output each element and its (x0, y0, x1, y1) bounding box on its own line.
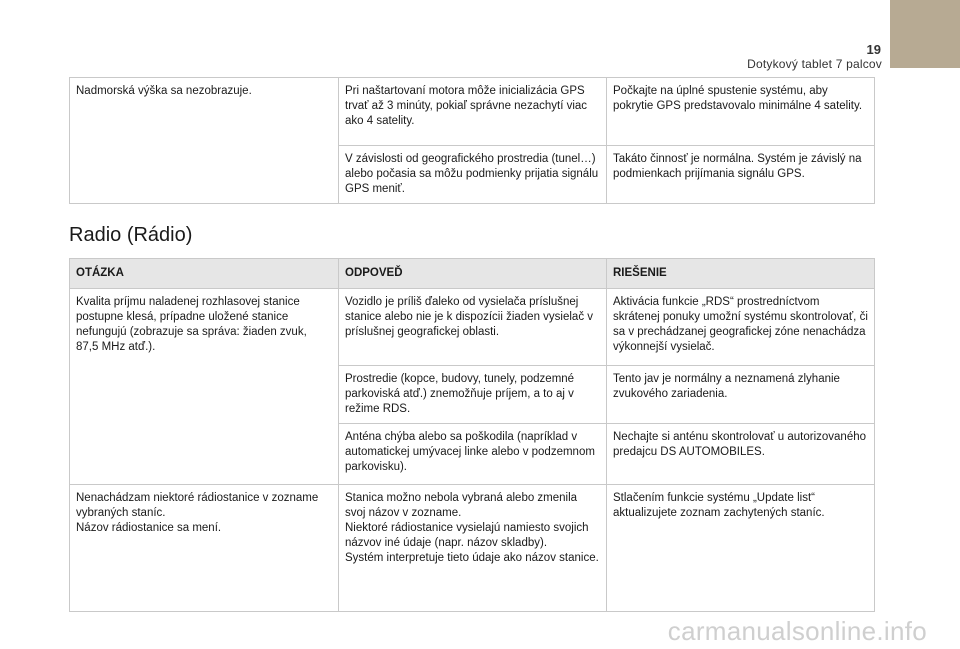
answer-cell: Pri naštartovaní motora môže inicializácia GPS trvať až 3 minúty, pokiaľ správne nezachytí viac ako 4 satelity. (339, 78, 607, 146)
corner-tab (890, 0, 960, 68)
table-row (70, 485, 875, 612)
column-header-solution: RIEŠENIE (607, 259, 875, 289)
answer-cell: V závislosti od geografického prostredia (tunel…) alebo počasia sa môžu podmienky prijatia signálu GPS meniť. (339, 146, 607, 204)
answer-cell: Prostredie (kopce, budovy, tunely, podzemné parkoviská atď.) znemožňuje príjem, a to aj v režime RDS. (339, 366, 607, 424)
table-header-row (70, 259, 875, 289)
question-cell: Kvalita príjmu naladenej rozhlasovej stanice postupne klesá, prípadne uložené stanice nefungujú (zobrazuje sa správa: žiaden zvuk, 87,5 MHz atď.). (70, 289, 339, 485)
solution-cell: Stlačením funkcie systému „Update list“ aktualizujete zoznam zachytených staníc. (607, 485, 875, 612)
answer-cell: Vozidlo je príliš ďaleko od vysielača príslušnej stanice alebo nie je k dispozícii žiaden vysielač v príslušnej geografickej oblasti. (339, 289, 607, 366)
column-header-question: OTÁZKA (70, 259, 339, 289)
radio-troubleshooting-table (69, 258, 875, 612)
solution-cell: Takáto činnosť je normálna. Systém je závislý na podmienkach prijímania signálu GPS. (607, 146, 875, 204)
table-row (70, 289, 875, 366)
section-title: Radio (Rádio) (69, 224, 193, 246)
question-cell: Nadmorská výška sa nezobrazuje. (70, 78, 339, 204)
footer-watermark: carmanualsonline.info (667, 616, 927, 646)
column-header-answer: ODPOVEĎ (339, 259, 607, 289)
answer-cell: Stanica možno nebola vybraná alebo zmenila svoj názov v zozname. Niektoré rádiostanice vysielajú namiesto svojich názvov iné údaje (napr. názov skladby). Systém interpretuje tieto údaje ako názov stanice. (339, 485, 607, 612)
page-number: 19 (866, 42, 881, 57)
solution-cell: Tento jav je normálny a neznamená zlyhanie zvukového zariadenia. (607, 366, 875, 424)
solution-cell: Aktivácia funkcie „RDS“ prostredníctvom skrátenej ponuky umožní systému skontrolovať, či sa v prechádzanej geografickej zóne nenachádza výkonnejší vysielač. (607, 289, 875, 366)
running-header: Dotykový tablet 7 palcov (747, 57, 882, 71)
table-row (70, 78, 875, 146)
gps-troubleshooting-table (69, 77, 875, 204)
solution-cell: Nechajte si anténu skontrolovať u autorizovaného predajcu DS AUTOMOBILES. (607, 424, 875, 485)
solution-cell: Počkajte na úplné spustenie systému, aby pokrytie GPS predstavovalo minimálne 4 satelity. (607, 78, 875, 146)
answer-cell: Anténa chýba alebo sa poškodila (napríklad v automatickej umývacej linke alebo v podzemnom parkovisku). (339, 424, 607, 485)
question-cell: Nenachádzam niektoré rádiostanice v zozname vybraných staníc. Názov rádiostanice sa mení. (70, 485, 339, 612)
